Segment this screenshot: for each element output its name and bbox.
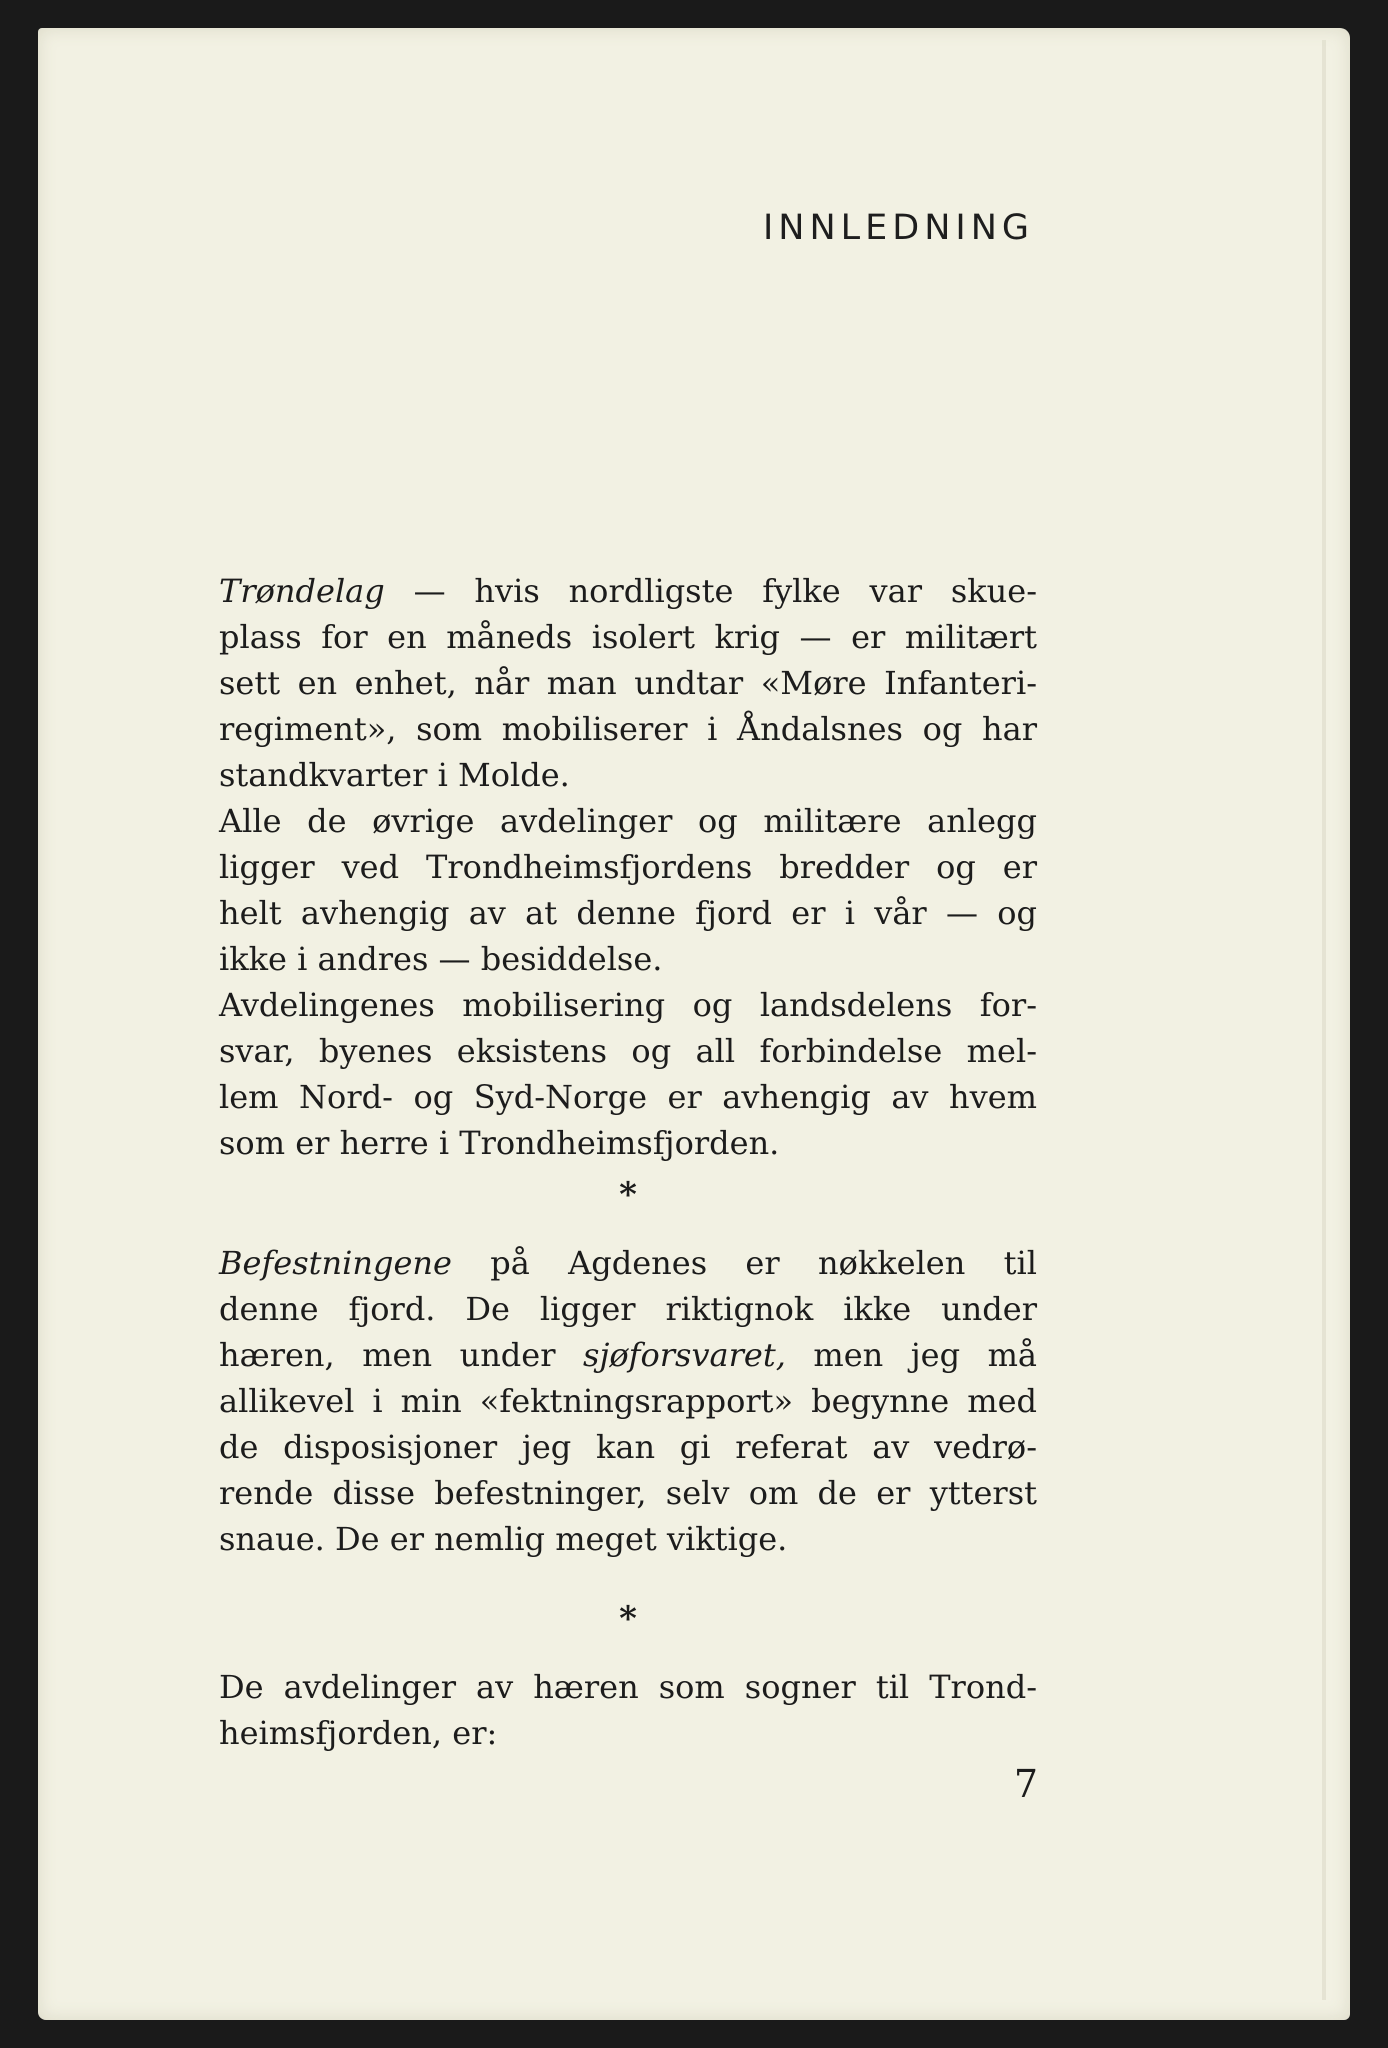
text-line: heimsfjorden, er: (219, 1714, 498, 1752)
text-line: ikke i andres — besiddelse. (219, 940, 663, 978)
spacer (219, 1636, 1037, 1664)
paragraph-mobilisering (219, 982, 1037, 1166)
text-line: denne fjord. De ligger riktignok ikke under (219, 1290, 1037, 1328)
page-edge (1322, 40, 1326, 2000)
text-line: standkvarter i Molde. (219, 756, 570, 794)
text-line: allikevel i min «fektningsrapport» begynne med (219, 1382, 1037, 1420)
paragraph-trondelag (219, 568, 1037, 798)
text-line: ligger ved Trondheimsfjordens bredder og er (219, 848, 1037, 886)
italic-term: sjøforsvaret, (583, 1336, 786, 1374)
text-line: de disposisjoner jeg kan gi referat av vedrø- (219, 1428, 1037, 1466)
italic-term: Trøndelag (219, 572, 385, 610)
text-line: helt avhengig av at denne fjord er i vår — og (219, 894, 1037, 932)
text-line: Befestningene på Agdenes er nøkkelen til (219, 1244, 1037, 1282)
paragraph-befestningene (219, 1240, 1037, 1562)
body-text (219, 568, 1037, 1756)
paragraph-hæren (219, 1664, 1037, 1756)
text-line: regiment», som mobiliserer i Åndalsnes og har (219, 710, 1037, 748)
spacer (219, 1212, 1037, 1240)
text-line: De avdelinger av hæren som sogner til Trond- (219, 1668, 1037, 1706)
text-line: som er herre i Trondheimsfjorden. (219, 1124, 780, 1162)
text-line: plass for en måneds isolert krig — er militært (219, 618, 1037, 656)
italic-term: Befestningene (219, 1244, 452, 1282)
text-line: hæren, men under sjøforsvaret, men jeg må (219, 1336, 1038, 1374)
section-separator: * (619, 1599, 637, 1639)
spacer (219, 1562, 1037, 1590)
page-number: 7 (1013, 1762, 1038, 1806)
paragraph-avdelinger (219, 798, 1037, 982)
text-line: sett en enhet, når man undtar «Møre Infanteri- (219, 664, 1037, 702)
text-line: svar, byenes eksistens og all forbindelse mel- (219, 1032, 1037, 1070)
section-separator: * (619, 1175, 637, 1215)
chapter-heading: INNLEDNING (762, 208, 1034, 248)
text-line: Trøndelag — hvis nordligste fylke var skue- (219, 572, 1037, 610)
text-line: rende disse befestninger, selv om de er ytterst (219, 1474, 1037, 1512)
text-line: Alle de øvrige avdelinger og militære anlegg (219, 802, 1037, 840)
text-line: snaue. De er nemlig meget viktige. (219, 1520, 788, 1558)
text-line: lem Nord- og Syd-Norge er avhengig av hvem (219, 1078, 1037, 1116)
text-line: Avdelingenes mobilisering og landsdelens for- (219, 986, 1037, 1024)
